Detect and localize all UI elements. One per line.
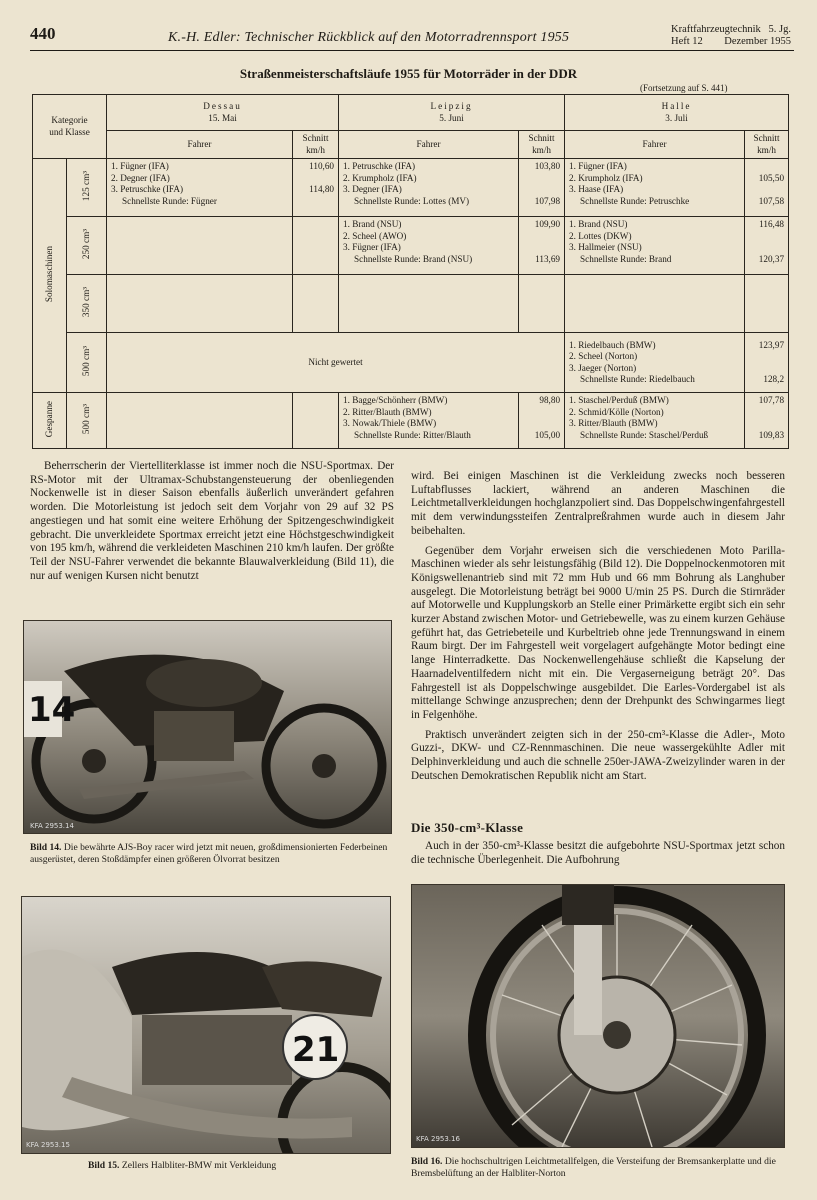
results-table: [32, 94, 789, 449]
journal-issue: Heft 12: [671, 36, 703, 47]
venue-header-row: [33, 95, 789, 131]
figure-15-photo: [21, 896, 391, 1154]
photo-stamp: KFA 2953.14: [30, 822, 74, 830]
result-cell: [565, 275, 745, 333]
motorcycle-photo-icon: [22, 897, 390, 1153]
running-title: K.-H. Edler: Technischer Rückblick auf den Motorradrennsport 1955: [168, 30, 570, 45]
caption-text: Die bewährte AJS-Boy racer wird jetzt mit neuen, großdimensionierten Federbeinen ausgerüstet, deren Stoßdämpfer einen größeren Ölvorrat besitzen: [30, 842, 388, 865]
motorcycle-photo-icon: [24, 621, 391, 833]
result-cell: 1. Fügner (IFA) 2. Degner (IFA) 3. Petruschke (IFA) Schnellste Runde: Fügner: [107, 159, 293, 217]
speed-cell: [293, 393, 339, 449]
speed-header: Schnitt km/h: [519, 131, 565, 159]
result-cell: 1. Staschel/Perduß (BMW) 2. Schmid/Kölle (Norton) 3. Ritter/Blauth (BMW) Schnellste Runde: Staschel/Perduß: [565, 393, 745, 449]
result-cell: 1. Riedelbauch (BMW) 2. Scheel (Norton) 3. Jaeger (Norton) Schnellste Runde: Riedelbauch: [565, 333, 745, 393]
figure-16-caption: [411, 1156, 783, 1180]
speed-cell: 116,48 120,37: [745, 217, 789, 275]
class-label: 125 cm³: [67, 159, 107, 217]
caption-text: Zellers Halbliter-BMW mit Verkleidung: [121, 1160, 277, 1171]
journal-name: Kraftfahrzeugtechnik: [671, 24, 761, 35]
column-header-row: [33, 131, 789, 159]
photo-stamp: KFA 2953.16: [416, 1135, 460, 1143]
class-label: 250 cm³: [67, 217, 107, 275]
speed-header: Schnitt km/h: [745, 131, 789, 159]
text-column-right-continued: [411, 840, 785, 867]
section-heading: Die 350-cm³-Klasse: [411, 820, 524, 835]
photo-stamp: KFA 2953.15: [26, 1141, 70, 1149]
journal-volume: 5. Jg.: [768, 24, 791, 35]
figure-label: Bild 14.: [30, 842, 62, 853]
speed-cell: 123,97 128,2: [745, 333, 789, 393]
header-rule: [30, 50, 794, 51]
figure-14-caption: [30, 842, 390, 866]
class-label: 350 cm³: [67, 275, 107, 333]
figure-16-photo: [411, 884, 785, 1148]
result-cell: 1. Bagge/Schönherr (BMW) 2. Ritter/Blauth (BMW) 3. Nowak/Thiele (BMW) Schnellste Runde: Ritter/Blauth: [339, 393, 519, 449]
number-plate: 21: [292, 1030, 340, 1070]
figure-label: Bild 16.: [411, 1156, 443, 1167]
paragraph: Gegenüber dem Vorjahr erweisen sich die verschiedenen Moto Parilla-Maschinen wieder als sehr leistungsfähig (Bild 12). Die Doppelnockenmotoren mit Königswellenantrieb sind mit 72 mm Hub und 66 mm Bohrung als Langhuber ausgelegt. Die Motorleistung beträgt bei 9000 U/min 25 PS. Durch die Stirnräder auf Motorwelle und Kupplungskorb an Stelle einer Primärkette ergibt sich ein sehr kurzer Abstand zwischen Motor- und Getriebewelle, was zu einem kurzen Gehäuse geführt hat, das Getriebeteile und Kurbeltrieb ohne jede Trennungswand in einem Raum birgt. Der im Fahrgestell weit vorgelagert aufgehängte Motor bedingt eine lange Hinterradkette. Das Nockenwellengehäuse schließt die Kapselung der Haarnadelventilfedern nicht mit ein. Die Vergaserneigung beträgt 20°. Das Fahrgestell ist als Doppelschwinge ausgebildet. Die Earles-Vordergabel ist als mittellange Schwinge anzusprechen; denn der Drehpunkt des Schwingarmes liegt in Felgenhöhe.: [411, 544, 785, 721]
table-row: [33, 393, 789, 449]
table-row: [33, 217, 789, 275]
table-title: Straßenmeisterschaftsläufe 1955 für Motorräder in der DDR: [239, 66, 578, 81]
category-header: Kategorie und Klasse: [33, 95, 107, 159]
result-cell: [107, 275, 293, 333]
result-cell: 1. Petruschke (IFA) 2. Krumpholz (IFA) 3. Degner (IFA) Schnellste Runde: Lottes (MV): [339, 159, 519, 217]
solo-label: Solomaschinen: [33, 159, 67, 393]
speed-header: Schnitt km/h: [293, 131, 339, 159]
venue-leipzig: Leipzig 5. Juni: [339, 95, 565, 131]
figure-14-photo: [23, 620, 392, 834]
driver-header: Fahrer: [339, 131, 519, 159]
result-cell: [339, 275, 519, 333]
paragraph: Praktisch unverändert zeigten sich in der 250-cm³-Klasse die Adler-, Moto Guzzi-, DKW- und CZ-Rennmaschinen. Die neue wassergekühlte Adler mit Delphinverkleidung und auch die schnelle 250er-JAWA-Zweizylinder waren in der Deutschen Demokratischen Republik nicht am Start.: [411, 728, 785, 782]
speed-cell: 109,90 113,69: [519, 217, 565, 275]
venue-dessau: Dessau 15. Mai: [107, 95, 339, 131]
speed-cell: 98,80 105,00: [519, 393, 565, 449]
result-cell: 1. Fügner (IFA) 2. Krumpholz (IFA) 3. Haase (IFA) Schnellste Runde: Petruschke: [565, 159, 745, 217]
number-plate: 14: [28, 690, 76, 730]
speed-cell: [745, 275, 789, 333]
driver-header: Fahrer: [565, 131, 745, 159]
result-cell: 1. Brand (NSU) 2. Lottes (DKW) 3. Hallmeier (NSU) Schnellste Runde: Brand: [565, 217, 745, 275]
wheel-photo-icon: [412, 885, 784, 1147]
journal-info: [671, 24, 791, 48]
not-scored-cell: Nicht gewertet: [107, 333, 565, 393]
driver-header: Fahrer: [107, 131, 293, 159]
venue-halle: Halle 3. Juli: [565, 95, 789, 131]
speed-cell: 107,78 109,83: [745, 393, 789, 449]
text-column-right: [411, 470, 785, 783]
paragraph: Beherrscherin der Viertelliterklasse ist immer noch die NSU-Sportmax. Der RS-Motor mit der Ultramax-Schubstangensteuerung der obenliegenden Nockenwelle ist in dieser Saison ebenfalls äußerlich unverändert gefahren worden. Die Motorleistung ist jedoch seit dem Vorjahr von 29 auf 32 PS angestiegen und hat somit eine weitere Erhöhung der Spitzengeschwindigkeit gebracht. Die unverkleidete Sportmax erreicht jetzt eine Höchstgeschwindigkeit von 195 km/h, während die verkleideten Maschinen 210 km/h laufen. Der größte Teil der NSU-Fahrer verwendet die bekannte Blauwalverkleidung (Bild 11), die nur auf wenigen Kursen nicht benutzt: [30, 460, 394, 582]
result-cell: [107, 393, 293, 449]
result-cell: [107, 217, 293, 275]
paragraph: Auch in der 350-cm³-Klasse besitzt die aufgebohrte NSU-Sportmax jetzt schon die technische Überlegenheit. Die Aufbohrung: [411, 840, 785, 866]
result-cell: 1. Brand (NSU) 2. Scheel (AWO) 3. Fügner (IFA) Schnellste Runde: Brand (NSU): [339, 217, 519, 275]
table-row: [33, 159, 789, 217]
figure-label: Bild 15.: [88, 1160, 120, 1171]
paragraph: wird. Bei einigen Maschinen ist die Verkleidung zwecks noch besseren Luftabflusses lackiert, während an anderen Maschinen die Leichtmetallverkleidungen hochglanzpoliert sind. Das Doppelschwingenfahrgestell mit dem verwindungssteifen Zentralpreßrahmen wurde auch in diesem Jahr beibehalten.: [411, 470, 785, 537]
table-row: [33, 333, 789, 393]
caption-text: Die hochschultrigen Leichtmetallfelgen, die Versteifung der Bremsankerplatte und die Bremsbelüftung an der Halbliter-Norton: [411, 1156, 776, 1179]
table-row: [33, 275, 789, 333]
speed-cell: [293, 217, 339, 275]
speed-cell: [519, 275, 565, 333]
text-column-left: [30, 460, 394, 583]
speed-cell: 105,50 107,58: [745, 159, 789, 217]
speed-cell: 103,80 107,98: [519, 159, 565, 217]
sidecar-label: Gespanne: [33, 393, 67, 449]
class-label: 500 cm³: [67, 393, 107, 449]
journal-date: Dezember 1955: [724, 36, 791, 47]
page-number: 440: [30, 24, 56, 43]
figure-15-caption: [88, 1160, 388, 1172]
speed-cell: [293, 275, 339, 333]
speed-cell: 110,60 114,80: [293, 159, 339, 217]
class-label: 500 cm³: [67, 333, 107, 393]
table-continuation: (Fortsetzung auf S. 441): [640, 83, 728, 93]
